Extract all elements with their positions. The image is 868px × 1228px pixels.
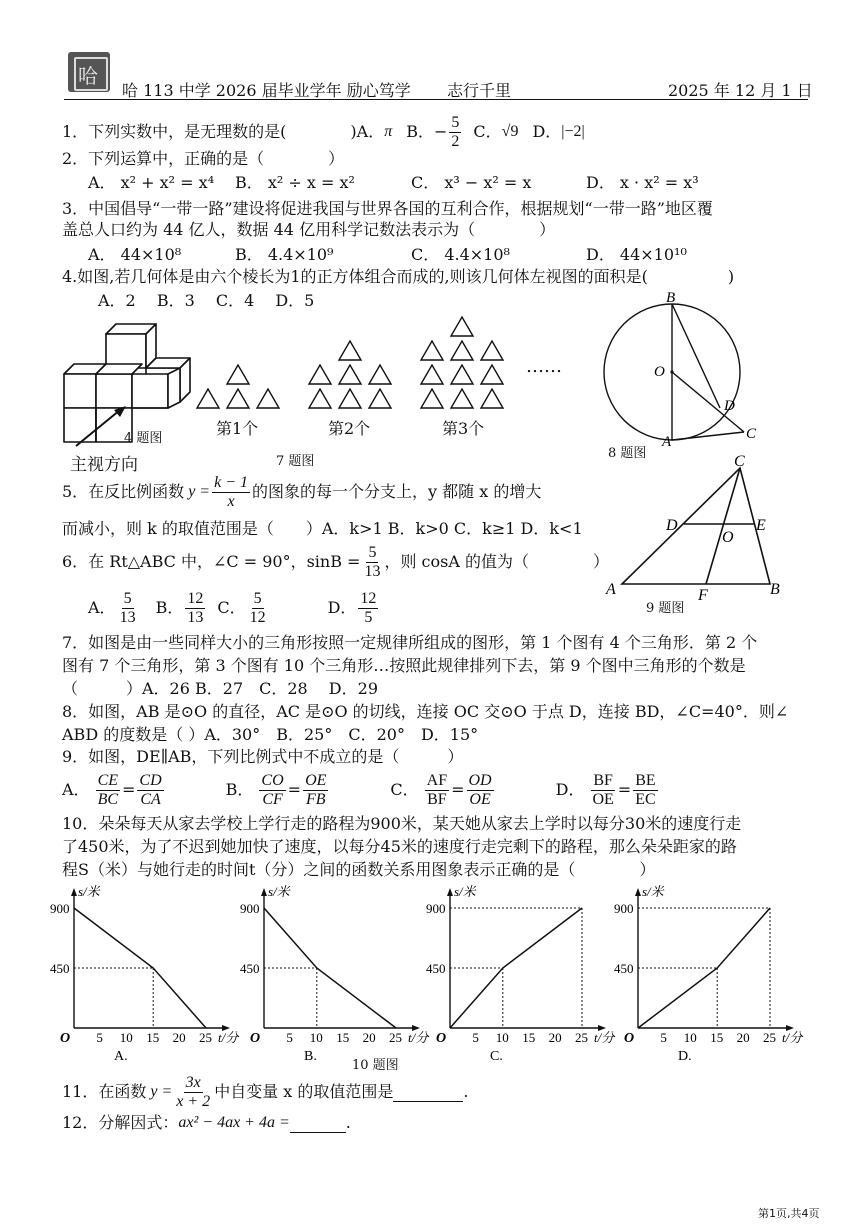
y-axis-arrow — [447, 888, 453, 896]
question-3-option-d: D． 44×10¹⁰ — [586, 245, 687, 264]
y-axis-arrow — [635, 888, 641, 896]
figure-10-graphs — [50, 880, 810, 1064]
question-2-option-b: B． x² ÷ x = x² — [235, 173, 355, 192]
y-tick-label: 900 — [426, 901, 446, 916]
figure-7-caption: 7 题图 — [276, 454, 315, 469]
triangle — [451, 365, 473, 384]
graph-d — [614, 880, 804, 1064]
x-axis-label: t/分 — [408, 1030, 429, 1045]
question-5-line2: 而减小，则 k 的取值范围是（ ）A．k>1 B．k>0 C．k≥1 D．k<1 — [62, 519, 583, 538]
origin-label: O — [624, 1031, 635, 1046]
question-3-option-c: C． 4.4×10⁸ — [411, 245, 510, 264]
triangle — [309, 389, 331, 408]
header-motto: 志行千里 — [447, 81, 512, 100]
x-tick-label: 5 — [96, 1030, 103, 1045]
point-b: B — [666, 290, 676, 306]
triangle — [369, 389, 391, 408]
triangle — [481, 341, 503, 360]
triangle — [339, 365, 361, 384]
question-1: 1．下列实数中，是无理数的是( ) A． π B． − $\frac{5}{2}$ C． √9 D． |−2| — [62, 113, 585, 150]
y-tick-label: 450 — [240, 961, 260, 976]
question-5-line1: 5．在反比例函数 y = $\frac{k - 1}{x}$ 的图象的每一个分支上，y 都随 x 的增大 — [62, 473, 542, 510]
x-tick-label: 20 — [736, 1030, 750, 1045]
graph-label: C. — [490, 1049, 503, 1064]
page-number: 第1页,共4页 — [758, 1207, 820, 1220]
question-7-line3: （ ）A．26 B．27 C．28 D．29 — [62, 679, 378, 698]
x-tick-label: 20 — [548, 1030, 562, 1045]
triangle — [227, 365, 249, 384]
triangle — [227, 389, 249, 408]
triangle — [197, 389, 219, 408]
question-6-stem: 6．在 Rt△ABC 中，∠C = 90°，sinB = $\frac{5}{13}$ ，则 cosA 的值为（ ） — [62, 543, 610, 580]
question-8-line1: 8．如图，AB 是⊙O 的直径，AC 是⊙O 的切线，连接 OC 交⊙O 于点 D，连接 BD，∠C=40°．则∠ — [62, 702, 789, 721]
x-tick-label: 10 — [495, 1030, 509, 1045]
y-tick-label: 900 — [240, 901, 260, 916]
y-tick-label: 450 — [614, 961, 634, 976]
question-2-stem: 2．下列运算中，正确的是（ ） — [62, 149, 345, 168]
point-a: A — [606, 581, 616, 598]
triangle — [339, 341, 361, 360]
point-b: B — [770, 581, 780, 598]
figure-7-label-2: 第2个 — [328, 419, 371, 438]
question-9-options: A． $\frac{CE}{BC}$ = $\frac{CD}{CA}$ B． $\frac{CO}{CF}$ = $\frac{OE}{FB}$ C． $\frac{AF}{BF}$ = $\frac{OD}{OE}$ D． $\frac{BF}{OE}$ = $\frac{BE}{EC}$ — [62, 771, 656, 808]
x-tick-label: 20 — [362, 1030, 376, 1045]
question-9-stem: 9．如图，DE∥AB，下列比例式中不成立的是（ ） — [62, 747, 464, 766]
answer-blank-12[interactable] — [290, 1114, 346, 1133]
series-line — [450, 908, 582, 1028]
graph-label: D. — [678, 1049, 692, 1064]
y-axis-label: s/米 — [454, 884, 476, 899]
y-tick-label: 450 — [50, 961, 70, 976]
logo-text: 哈 — [78, 64, 98, 88]
x-tick-label: 5 — [472, 1030, 479, 1045]
question-3-line1: 3．中国倡导“一带一路”建设将促进我国与世界各国的互利合作，根据规划“一带一路”地区覆 — [62, 199, 713, 218]
question-2-option-d: D． x · x² = x³ — [586, 173, 699, 192]
point-f: F — [698, 587, 708, 604]
y-axis-label: s/米 — [268, 884, 290, 899]
x-tick-label: 5 — [286, 1030, 293, 1045]
figure-7-triangles — [190, 308, 520, 414]
x-tick-label: 25 — [575, 1030, 588, 1045]
question-12: 12．分解因式： ax² − 4ax + 4a = . — [62, 1113, 351, 1132]
figure-4-arrow-label: 主视方向 — [70, 455, 138, 475]
y-tick-label: 900 — [50, 901, 70, 916]
x-tick-label: 15 — [710, 1030, 724, 1045]
triangle — [421, 341, 443, 360]
x-tick-label: 15 — [146, 1030, 160, 1045]
question-2-option-a: A． x² + x² = x⁴ — [88, 173, 215, 192]
question-10-line3: 程S（米）与她行走的时间t（分）之间的函数关系用图象表示正确的是（ ） — [62, 860, 656, 879]
point-a: A — [662, 434, 672, 450]
triangle — [451, 341, 473, 360]
figure-9-triangle — [600, 454, 800, 604]
y-tick-label: 900 — [614, 901, 634, 916]
x-tick-label: 15 — [522, 1030, 536, 1045]
series-line — [264, 908, 396, 1028]
point-c: C — [746, 426, 757, 442]
question-10-line1: 10．朵朵每天从家去学校上学行走的路程为900米，某天她从家去上学时以每分30米的速度行走 — [62, 814, 742, 833]
question-4-options: A．2 B．3 C．4 D．5 — [98, 291, 315, 310]
x-tick-label: 10 — [683, 1030, 697, 1045]
graph-label: B. — [304, 1049, 317, 1064]
triangle — [481, 389, 503, 408]
point-d: D — [666, 517, 678, 534]
question-7-line1: 7．如图是由一些同样大小的三角形按照一定规律所组成的图形，第 1 个图有 4 个三角形．第 2 个 — [62, 633, 758, 652]
question-2-option-c: C． x³ − x² = x — [411, 173, 532, 192]
figure-7-label-3: 第3个 — [442, 419, 485, 438]
graph-label: A. — [114, 1049, 128, 1064]
x-tick-label: 25 — [389, 1030, 402, 1045]
point-e: E — [756, 517, 766, 534]
question-3-option-a: A． 44×10⁸ — [88, 245, 182, 264]
x-tick-label: 5 — [660, 1030, 667, 1045]
figure-8-circle — [596, 286, 776, 456]
origin-label: O — [60, 1031, 71, 1046]
question-8-line2: ABD 的度数是（ ）A．30° B．25° C．20° D．15° — [62, 725, 479, 744]
header-school: 哈 113 中学 2026 届毕业学年 励心笃学 — [122, 81, 411, 100]
x-tick-label: 25 — [199, 1030, 212, 1045]
question-3-line2: 盖总人口约为 44 亿人，数据 44 亿用科学记数法表示为（ ） — [62, 220, 556, 239]
y-axis-label: s/米 — [78, 884, 100, 899]
figure-7-label-1: 第1个 — [216, 419, 259, 438]
x-tick-label: 10 — [309, 1030, 323, 1045]
graph-a — [50, 880, 239, 1064]
graph-c — [426, 880, 615, 1064]
x-axis-label: t/分 — [218, 1030, 239, 1045]
question-4-stem: 4.如图,若几何体是由六个棱长为1的正方体组合而成的,则该几何体左视图的面积是( ) — [62, 267, 735, 286]
x-tick-label: 15 — [336, 1030, 350, 1045]
point-c: C — [734, 453, 745, 470]
y-tick-label: 450 — [426, 961, 446, 976]
x-tick-label: 20 — [172, 1030, 186, 1045]
x-tick-label: 25 — [763, 1030, 776, 1045]
logo — [68, 52, 110, 92]
figure-10-caption: 10 题图 — [352, 1058, 399, 1073]
header-rule — [64, 99, 808, 100]
triangle — [421, 365, 443, 384]
triangle — [257, 389, 279, 408]
triangle — [339, 389, 361, 408]
question-7-line2: 图有 7 个三角形，第 3 个图有 10 个三角形…按照此规律排列下去，第 9 个图中三角形的个数是 — [62, 656, 746, 675]
x-tick-label: 10 — [119, 1030, 133, 1045]
point-d: D — [724, 398, 735, 414]
question-6-options: A． $\frac{5}{13}$ B． $\frac{12}{13}$ C． $\frac{5}{12}$ D． $\frac{12}{5}$ — [88, 589, 377, 626]
view-direction-arrow — [72, 404, 132, 450]
answer-blank-11[interactable] — [393, 1083, 463, 1102]
triangle — [481, 365, 503, 384]
figure-9-caption: 9 题图 — [646, 601, 685, 616]
figure-8-caption: 8 题图 — [608, 446, 647, 461]
y-axis-arrow — [261, 888, 267, 896]
figure-7-ellipsis: …… — [526, 356, 562, 377]
triangle — [369, 365, 391, 384]
triangle — [451, 317, 473, 336]
point-o: O — [722, 529, 734, 546]
origin-label: O — [436, 1031, 447, 1046]
x-axis-label: t/分 — [594, 1030, 615, 1045]
figure-4-caption: 4 题图 — [124, 431, 163, 446]
y-axis-arrow — [71, 888, 77, 896]
point-o: O — [654, 364, 665, 380]
question-3-option-b: B． 4.4×10⁹ — [235, 245, 334, 264]
graph-b — [240, 880, 429, 1064]
question-10-line2: 了450米，为了不迟到她加快了速度，以每分45米的速度行走完剩下的路程，那么朵朵距家的路 — [62, 837, 737, 856]
header-date: 2025 年 12 月 1 日 — [668, 81, 813, 100]
x-axis-label: t/分 — [782, 1030, 803, 1045]
y-axis-label: s/米 — [642, 884, 664, 899]
triangle — [451, 389, 473, 408]
triangle — [421, 389, 443, 408]
triangle — [309, 365, 331, 384]
question-11: 11．在函数 y = $\frac{3x}{x + 2}$ 中自变量 x 的取值范围是 . — [62, 1073, 469, 1110]
origin-label: O — [250, 1031, 261, 1046]
